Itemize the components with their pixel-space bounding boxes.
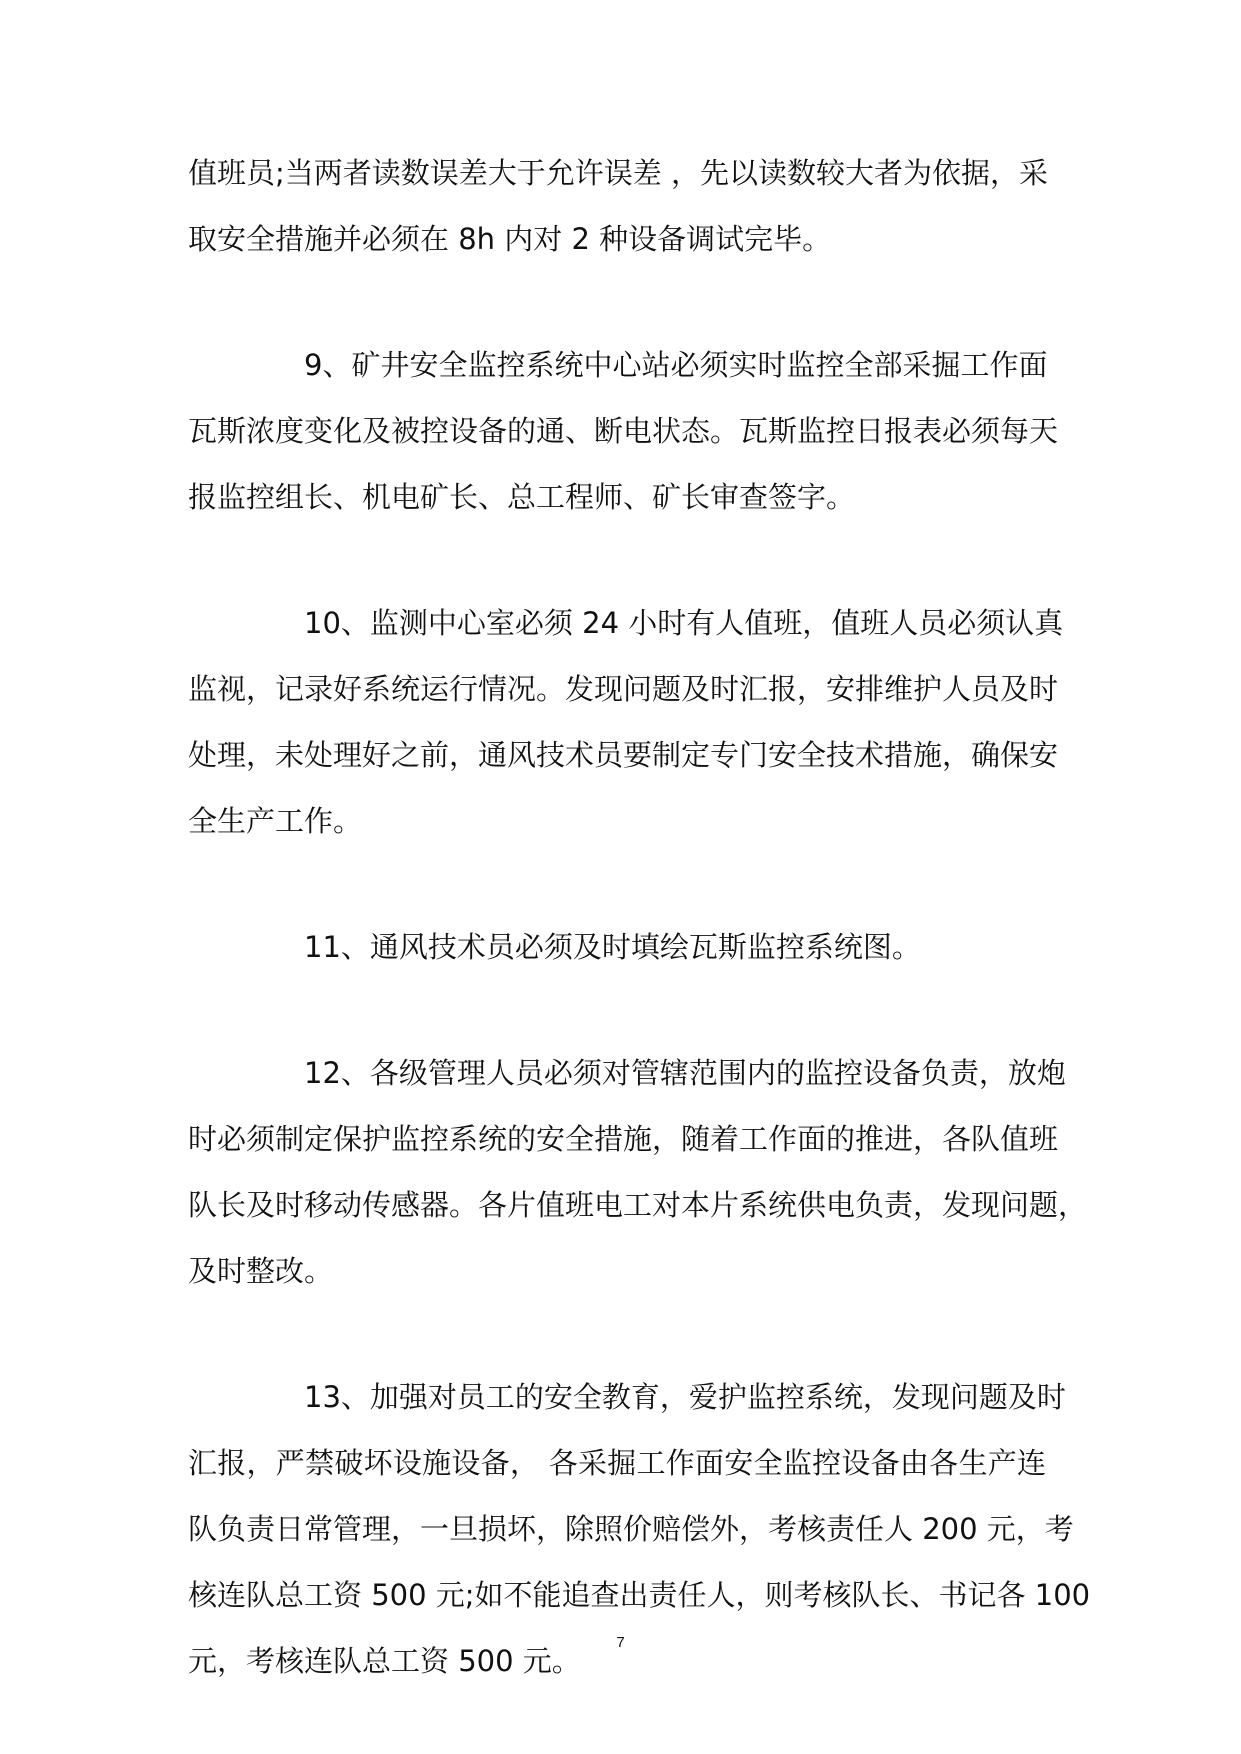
document-body [188,140,1091,1694]
paragraph-line: 时必须制定保护监控系统的安全措施，随着工作面的推进，各队值班 [188,1122,1059,1156]
paragraph-line: 13、加强对员工的安全教育，爱护监控系统，发现问题及时 [304,1380,1066,1414]
paragraph-line: 值班员;当两者读数误差大于允许误差 ，先以读数较大者为依据，采 [188,156,1048,190]
paragraph-line: 元，考核连队总工资 500 元。 [188,1644,581,1678]
page-number: 7 [616,1634,625,1651]
paragraph-line: 取安全措施并必须在 8h 内对 2 种设备调试完毕。 [188,222,832,256]
paragraph-12 [188,1040,1088,1304]
paragraph-line: 及时整改。 [188,1254,334,1288]
paragraph-line: 处理，未处理好之前，通风技术员要制定专门安全技术措施，确保安 [188,738,1059,772]
paragraph-gap [188,854,1046,914]
paragraph-line: 监视，记录好系统运行情况。发现问题及时汇报，安排维护人员及时 [188,672,1059,706]
paragraph-line: 9、矿井安全监控系统中心站必须实时监控全部采掘工作面 [304,348,1048,382]
paragraph-gap [188,272,1046,332]
paragraph-gap [188,530,1046,590]
paragraph-line: 瓦斯浓度变化及被控设备的通、断电状态。瓦斯监控日报表必须每天 [188,414,1059,448]
paragraph-gap [188,980,1046,1040]
paragraph-11 [188,914,1046,980]
paragraph-line: 核连队总工资 500 元;如不能追查出责任人，则考核队长、书记各 100 [188,1578,1091,1612]
paragraph-10 [188,590,1064,854]
paragraph-line: 队长及时移动传感器。各片值班电工对本片系统供电负责，发现问题， [188,1188,1088,1222]
paragraph-line: 报监控组长、机电矿长、总工程师、矿长审查签字。 [188,480,856,514]
paragraph-line: 全生产工作。 [188,804,363,838]
paragraph-line: 汇报，严禁破坏设施设备， 各采掘工作面安全监控设备由各生产连 [188,1446,1046,1480]
paragraph-line: 11、通风技术员必须及时填绘瓦斯监控系统图。 [304,930,921,964]
paragraph-9 [188,332,1059,530]
paragraph-gap [188,1304,1046,1364]
paragraph-continuation [188,140,1046,272]
paragraph-line: 10、监测中心室必须 24 小时有人值班，值班人员必须认真 [304,606,1064,640]
paragraph-line: 12、各级管理人员必须对管辖范围内的监控设备负责，放炮 [304,1056,1066,1090]
paragraph-line: 队负责日常管理，一旦损坏，除照价赔偿外，考核责任人 200 元，考 [188,1512,1074,1546]
